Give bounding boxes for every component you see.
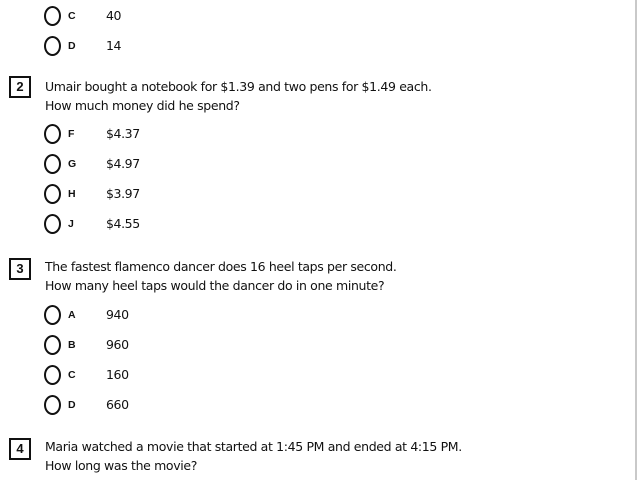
answer-bubble[interactable] [44, 154, 61, 174]
answer-bubble[interactable] [44, 305, 61, 325]
choice-letter: C [68, 10, 76, 22]
question-text-line: How long was the movie? [45, 458, 198, 473]
answer-bubble[interactable] [44, 6, 61, 26]
choice-value: 14 [106, 38, 122, 53]
question-text-line: The fastest flamenco dancer does 16 heel taps per second. [45, 259, 397, 274]
choice-value: 960 [106, 337, 129, 352]
answer-bubble[interactable] [44, 214, 61, 234]
question-text [45, 257, 397, 295]
answer-choice-f[interactable] [44, 124, 224, 146]
choice-letter: H [68, 188, 76, 200]
answer-bubble[interactable] [44, 365, 61, 385]
answer-choice-d[interactable] [44, 395, 224, 417]
answer-choice-g[interactable] [44, 154, 224, 176]
choice-letter: G [68, 158, 77, 170]
choice-value: $3.97 [106, 186, 140, 201]
answer-choice-c[interactable] [44, 365, 224, 387]
question-text-line: How many heel taps would the dancer do in one minute? [45, 278, 385, 293]
answer-choice-d[interactable] [44, 36, 224, 58]
answer-choice-c[interactable] [44, 6, 224, 28]
question-number-box: 4 [9, 438, 31, 460]
question-text-line: How much money did he spend? [45, 98, 240, 113]
answer-choice-h[interactable] [44, 184, 224, 206]
answer-choice-b[interactable] [44, 335, 224, 357]
question-1-partial [0, 0, 630, 60]
answer-bubble[interactable] [44, 124, 61, 144]
choice-value: $4.55 [106, 216, 140, 231]
page-edge-line [635, 0, 637, 480]
choice-letter: D [68, 399, 76, 411]
choice-letter: J [68, 218, 74, 230]
question-number-box: 3 [9, 258, 31, 280]
question-3 [0, 256, 630, 420]
question-number-box: 2 [9, 76, 31, 98]
choice-value: 660 [106, 397, 129, 412]
question-text [45, 77, 432, 115]
choice-letter: B [68, 339, 76, 351]
choice-letter: F [68, 128, 75, 140]
question-4 [0, 436, 630, 480]
answer-choice-a[interactable] [44, 305, 224, 327]
choice-value: $4.97 [106, 156, 140, 171]
question-text [45, 437, 462, 475]
choice-value: 40 [106, 8, 122, 23]
choice-letter: A [68, 309, 76, 321]
answer-choice-j[interactable] [44, 214, 224, 236]
choice-value: $4.37 [106, 126, 140, 141]
choice-letter: D [68, 40, 76, 52]
answer-bubble[interactable] [44, 36, 61, 56]
question-text-line: Maria watched a movie that started at 1:45 PM and ended at 4:15 PM. [45, 439, 462, 454]
choice-value: 160 [106, 367, 129, 382]
answer-bubble[interactable] [44, 184, 61, 204]
question-text-line: Umair bought a notebook for $1.39 and two pens for $1.49 each. [45, 79, 432, 94]
answer-bubble[interactable] [44, 395, 61, 415]
choice-letter: C [68, 369, 76, 381]
question-2 [0, 76, 630, 240]
choice-value: 940 [106, 307, 129, 322]
answer-bubble[interactable] [44, 335, 61, 355]
